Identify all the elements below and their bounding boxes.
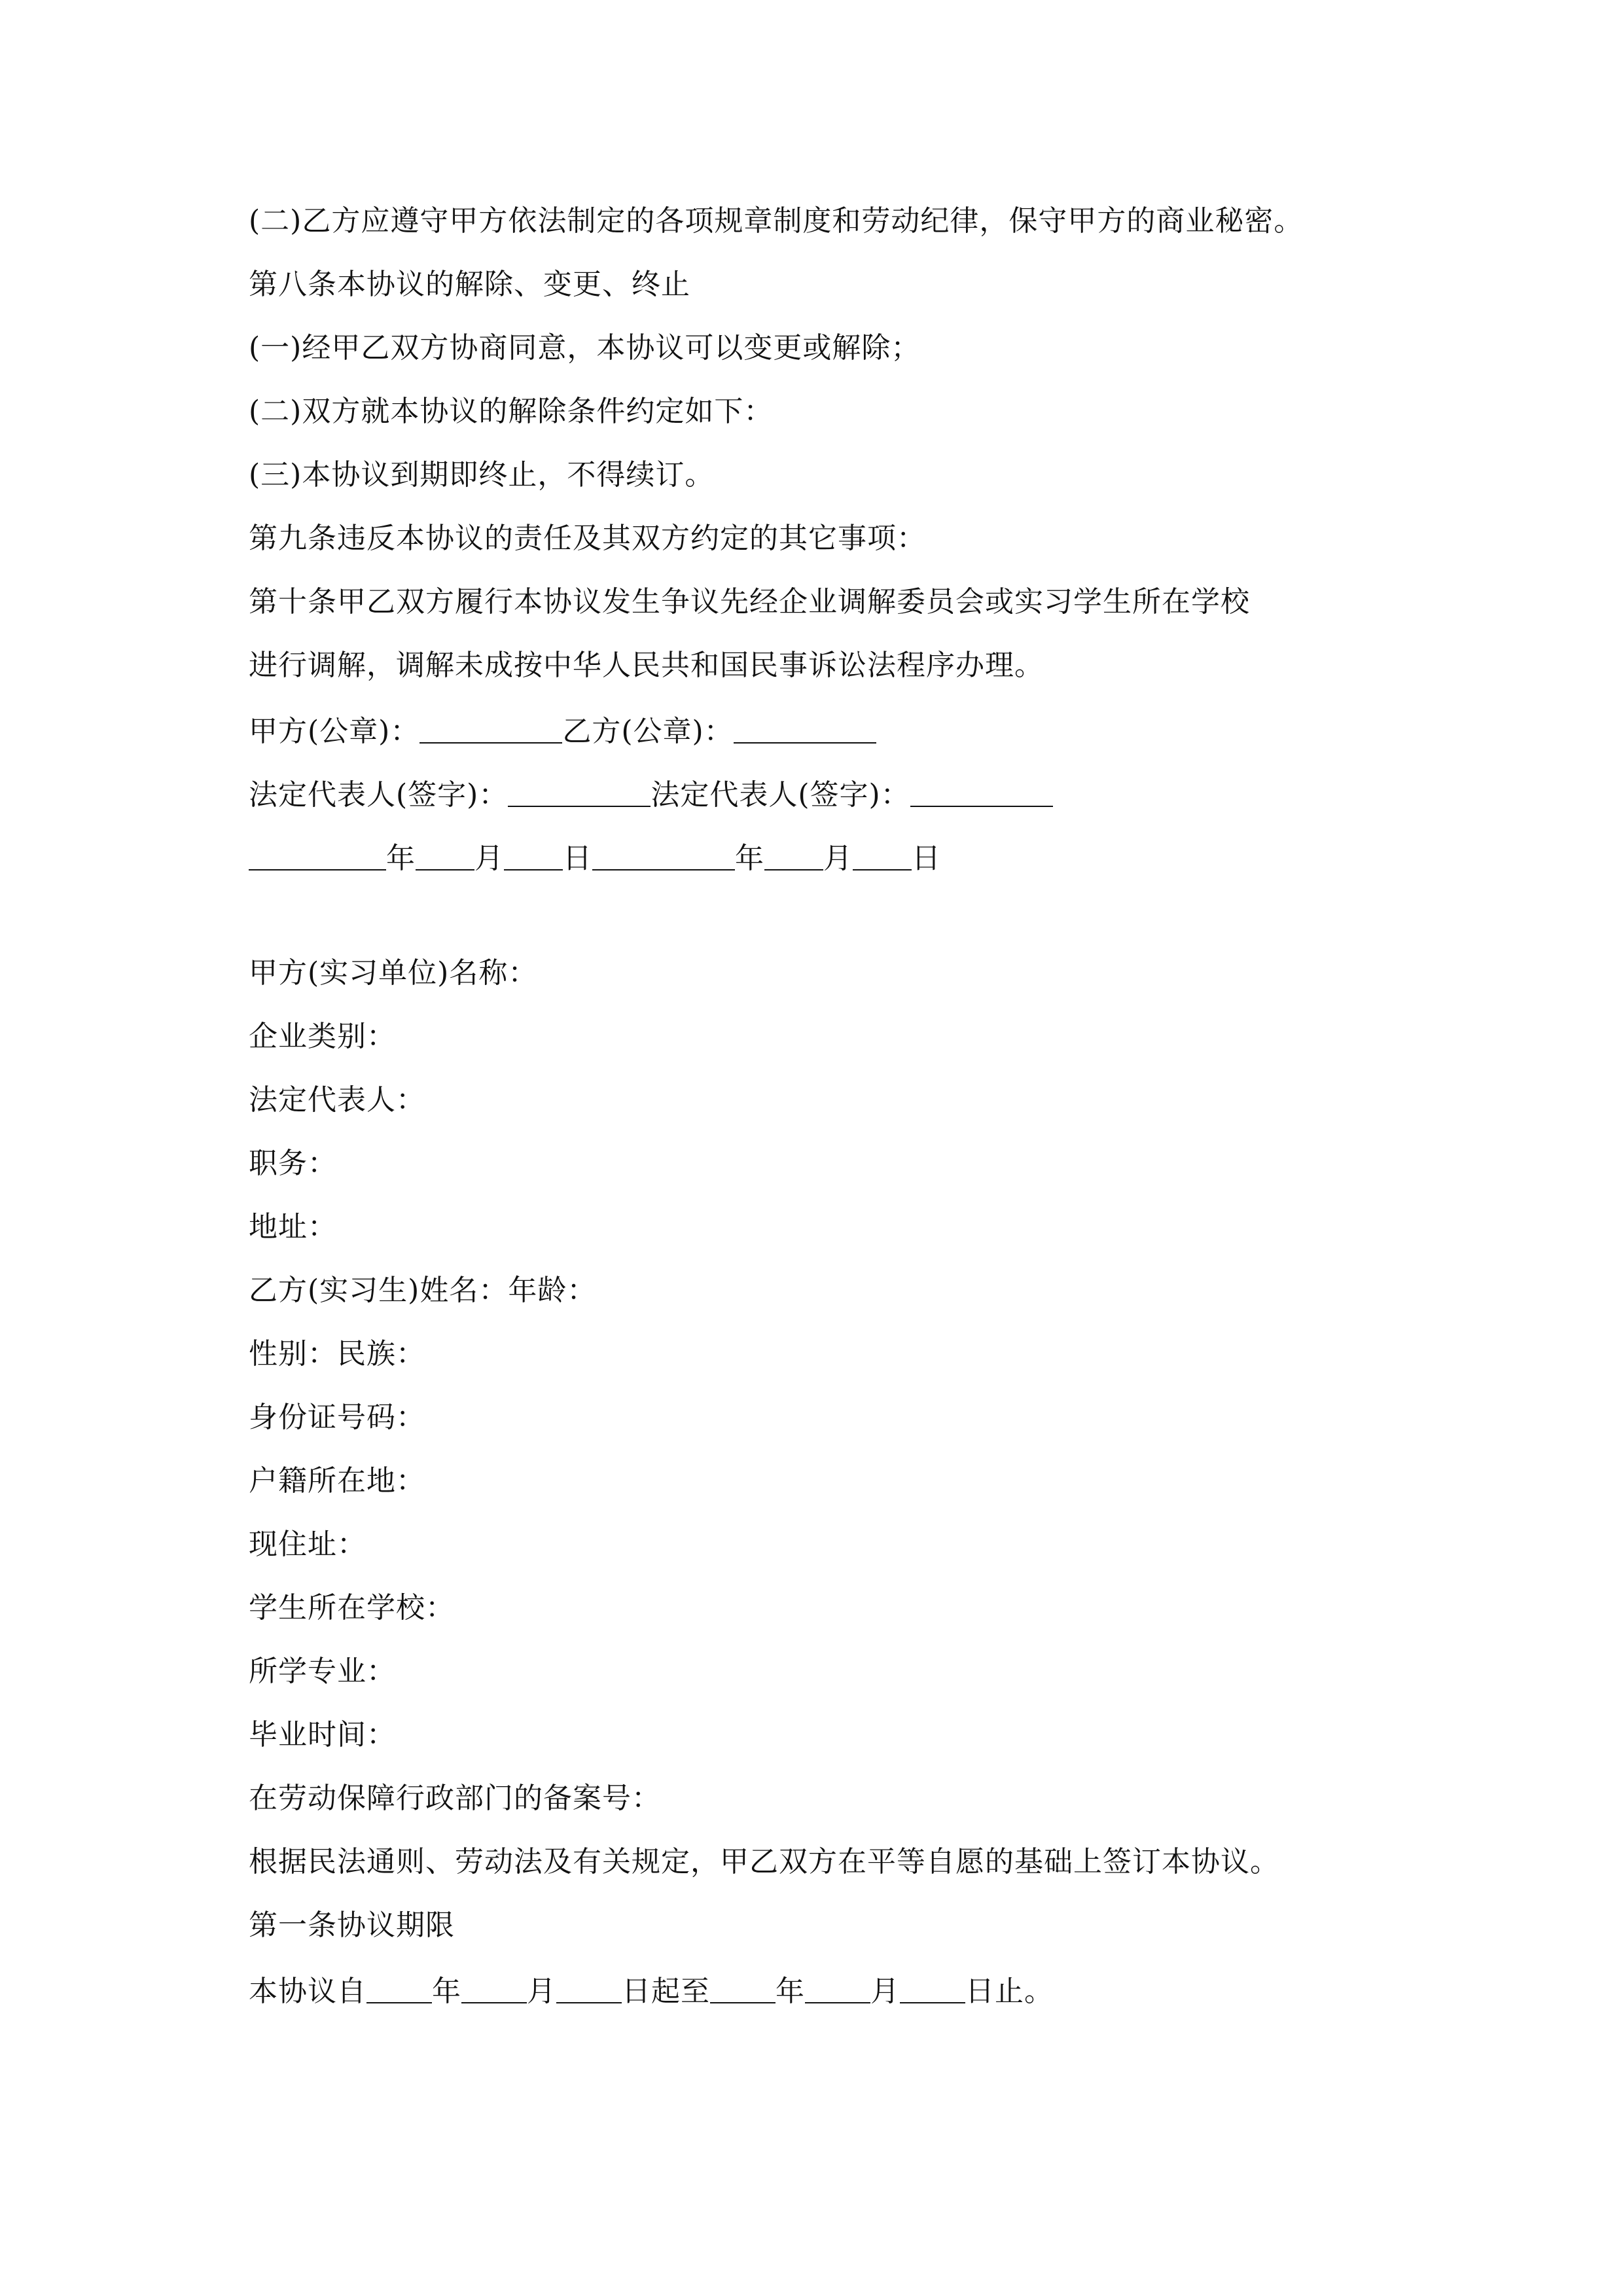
- filing-number-field: 在劳动保障行政部门的备案号：: [249, 1782, 661, 1815]
- party-a-seal-blank: [419, 713, 562, 744]
- term-prefix: 本协议自: [249, 1975, 366, 2008]
- term-start-month-blank: [461, 1973, 527, 2003]
- address-field: 地址：: [249, 1210, 337, 1244]
- party-a-name-field: 甲方(实习单位)名称：: [249, 956, 538, 990]
- date-a-year-blank: [249, 840, 386, 870]
- date-row: [249, 838, 1492, 874]
- date-a-year-label: 年: [386, 842, 416, 875]
- term-start-day-label: 日起至: [622, 1975, 710, 2008]
- date-a-month-label: 月: [474, 842, 504, 875]
- article-10-line-2: 进行调解，调解未成按中华人民共和国民事诉讼法程序办理。: [249, 649, 1044, 682]
- article-1-title: 第一条协议期限: [249, 1909, 455, 1942]
- legal-rep-b-label: 法定代表人(签字)：: [651, 778, 910, 812]
- legal-rep-a-label: 法定代表人(签字)：: [249, 778, 508, 812]
- seal-row: [249, 711, 1492, 747]
- party-b-name-age-field: 乙方(实习生)姓名：年龄：: [249, 1274, 597, 1307]
- gender-ethnicity-field: 性别：民族：: [249, 1337, 425, 1371]
- id-number-field: 身份证号码：: [249, 1401, 425, 1434]
- party-a-seal-label: 甲方(公章)：: [249, 715, 420, 748]
- term-end-day-blank: [900, 1973, 965, 2003]
- term-row: [249, 1971, 1492, 2007]
- term-start-month-label: 月: [527, 1975, 556, 2008]
- article-8-item-2: (二)双方就本协议的解除条件约定如下：: [249, 395, 774, 428]
- article-8-item-1: (一)经甲乙双方协商同意，本协议可以变更或解除；: [249, 331, 921, 365]
- date-b-day-label: 日: [912, 842, 941, 875]
- article-10-line-1: 第十条甲乙双方履行本协议发生争议先经企业调解委员会或实习学生所在学校: [249, 585, 1250, 619]
- article-9: 第九条违反本协议的责任及其双方约定的其它事项：: [249, 522, 926, 555]
- date-a-day-label: 日: [563, 842, 592, 875]
- term-end-month-label: 月: [870, 1975, 900, 2008]
- term-end-month-blank: [805, 1973, 870, 2003]
- graduation-time-field: 毕业时间：: [249, 1718, 396, 1751]
- legal-rep-a-blank: [508, 777, 651, 807]
- date-b-month-label: 月: [823, 842, 853, 875]
- term-end-year-label: 年: [776, 1975, 805, 2008]
- date-a-day-blank: [504, 840, 563, 870]
- article-8-title: 第八条本协议的解除、变更、终止: [249, 268, 690, 301]
- legal-rep-field: 法定代表人：: [249, 1083, 425, 1117]
- party-b-seal-blank: [734, 713, 876, 744]
- date-b-month-blank: [764, 840, 823, 870]
- legal-rep-b-blank: [910, 777, 1053, 807]
- article-8-item-3: (三)本协议到期即终止，不得续订。: [249, 458, 715, 492]
- household-location-field: 户籍所在地：: [249, 1464, 425, 1498]
- term-start-year-label: 年: [432, 1975, 461, 2008]
- legal-rep-row: [249, 774, 1492, 811]
- term-start-year-blank: [366, 1973, 432, 2003]
- term-end-day-label: 日止。: [965, 1975, 1054, 2008]
- date-b-year-label: 年: [735, 842, 764, 875]
- preamble: 根据民法通则、劳动法及有关规定，甲乙双方在平等自愿的基础上签订本协议。: [249, 1845, 1279, 1878]
- enterprise-type-field: 企业类别：: [249, 1020, 396, 1053]
- party-b-seal-label: 乙方(公章)：: [562, 715, 734, 748]
- school-field: 学生所在学校：: [249, 1591, 455, 1624]
- date-b-year-blank: [592, 840, 735, 870]
- position-field: 职务：: [249, 1147, 337, 1180]
- document-body: [249, 203, 1492, 2034]
- term-start-day-blank: [556, 1973, 622, 2003]
- current-address-field: 现住址：: [249, 1528, 366, 1561]
- date-b-day-blank: [853, 840, 912, 870]
- major-field: 所学专业：: [249, 1655, 396, 1688]
- clause-2-2: (二)乙方应遵守甲方依法制定的各项规章制度和劳动纪律，保守甲方的商业秘密。: [249, 204, 1304, 238]
- date-a-month-blank: [416, 840, 474, 870]
- section-gap: [249, 901, 1492, 955]
- term-end-year-blank: [710, 1973, 776, 2003]
